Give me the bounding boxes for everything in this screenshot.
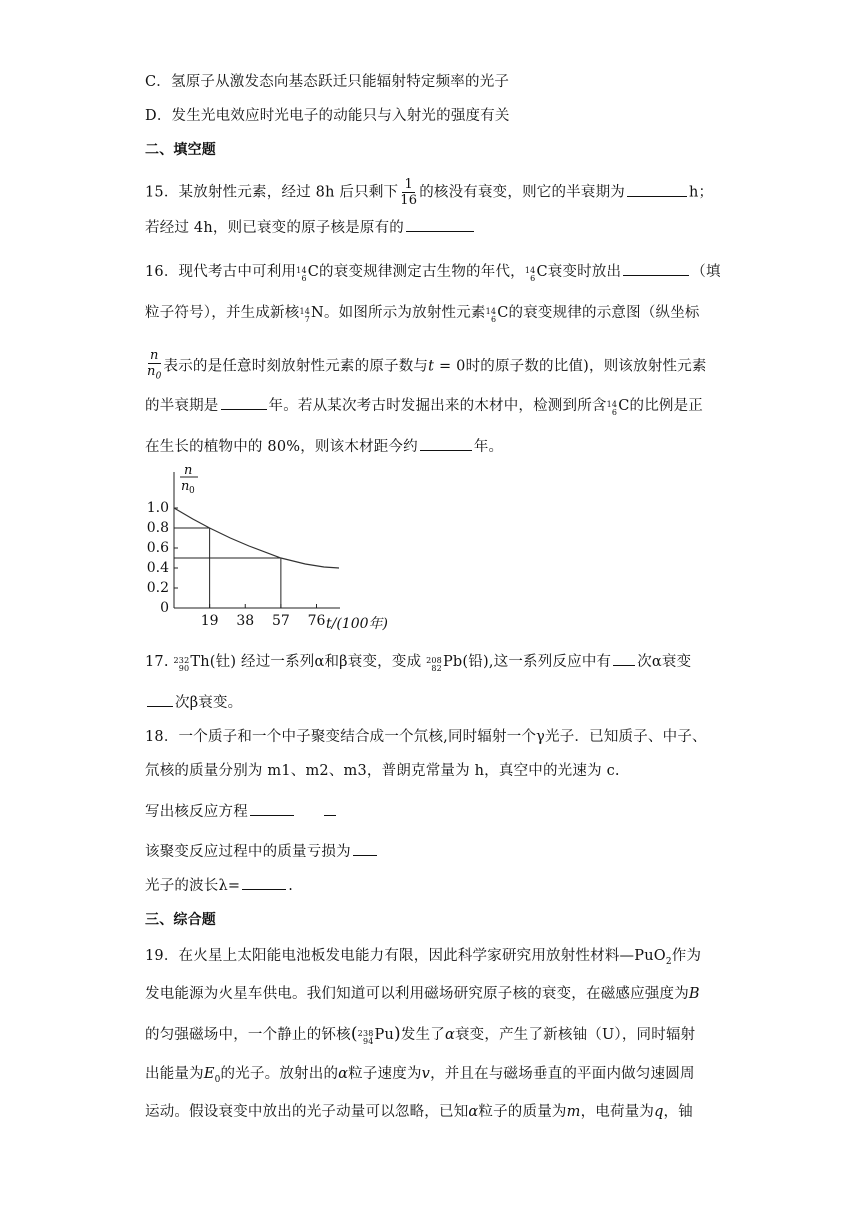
y-tick-label: 1.0 (146, 500, 169, 516)
question-16-line-4: 的半衰期是 年。若从某次考古时发掘出来的木材中，检测到所含 14 6 C的比例是正 (145, 394, 703, 417)
question-16-line-1: 16．现代考古中可利用 14 6 C的衰变规律测定古生物的年代， 14 6 C衰变时放出 （填 (145, 260, 721, 283)
n14-isotope: 14 7 (299, 307, 311, 324)
blank-half-life[interactable] (627, 181, 687, 197)
puo2-formula: PuO$_2$ (634, 948, 672, 967)
pu238-isotope: 238 94 (357, 1029, 374, 1046)
option-c: C．氢原子从激发态向基态跃迁只能辐射特定频率的光子 (145, 74, 510, 90)
question-19-line-3: 的匀强磁场中，一个静止的钚核( 238 94 Pu)发生了α衰变，产生了新核铀（U），同时辐射 (145, 1024, 696, 1046)
c14-isotope-2: 14 6 (524, 266, 536, 283)
question-15-line-2 (145, 216, 476, 238)
question-18-line-5: 光子的波长λ= . (145, 874, 293, 896)
y-tick-label: 0.2 (146, 580, 169, 596)
blank-wavelength[interactable] (242, 874, 286, 890)
blank-half-life-years[interactable] (221, 394, 267, 410)
ratio-n-n0: $\frac{n}{n_0}$ (147, 348, 162, 382)
question-19-line-2: 发电能源为火星车供电。我们知道可以利用磁场研究原子核的衰变，在磁感应强度为B (145, 986, 700, 1002)
section-comprehensive: 三、综合题 (145, 912, 216, 928)
y-tick-label: 0 (160, 600, 169, 616)
decay-curve (174, 508, 339, 568)
symbol-b: B (688, 986, 700, 1002)
question-17-line-2: 次β衰变。 (145, 691, 242, 713)
question-19-line-1: 19．在火星上太阳能电池板发电能力有限，因此科学家研究用放射性材料—PuO$_2$作为 (145, 948, 702, 967)
blank-particle[interactable] (623, 260, 689, 276)
blank-decayed-fraction[interactable] (406, 216, 474, 232)
y-label-denominator: n (181, 479, 190, 494)
pb208-isotope: 208 82 (426, 656, 442, 673)
c14-isotope-3: 14 6 (485, 307, 497, 324)
c14-isotope: 14 6 (296, 266, 307, 283)
decay-chart (140, 462, 400, 632)
blank-age[interactable] (420, 435, 472, 451)
question-16-line-2: 粒子符号），并生成新核 14 7 N。如图所示为放射性元素 14 6 C的衰变规律的示意图（纵坐标 (145, 305, 700, 324)
question-18-line-3: 写出核反应方程 (145, 800, 338, 822)
question-16-line-5: 在生长的植物中的 80%，则该木材距今约 年。 (145, 435, 503, 457)
y-label-numerator: n (184, 463, 193, 478)
question-16-line-3: $\frac{n}{n_0}$ 表示的是任意时刻放射性元素的原子数与t = 0时的原子数的比值)，则该放射性元素 (145, 348, 707, 385)
section-fill-in: 二、填空题 (145, 142, 216, 158)
q15-unit: h； (689, 184, 714, 201)
q15-text-a: 15．某放射性元素，经过 8h 后只剩下 (145, 184, 399, 201)
question-18-line-4: 该聚变反应过程中的质量亏损为 (145, 840, 379, 862)
blank-mass-defect[interactable] (353, 840, 377, 856)
x-tick-label: 19 (200, 613, 219, 629)
question-15-line-1 (145, 177, 713, 208)
question-18-line-2: 氘核的质量分别为 m1、m2、m3，普朗克常量为 h，真空中的光速为 c. (145, 763, 620, 779)
blank-alpha-count[interactable] (613, 650, 635, 666)
x-tick-label: 57 (271, 613, 290, 629)
x-tick-label: 38 (236, 613, 255, 629)
x-tick-label: 76 (307, 613, 326, 629)
c14-isotope-4: 14 6 (606, 400, 618, 417)
option-d: D．发生光电效应时光电子的动能只与入射光的强度有关 (145, 108, 510, 124)
x-axis-label: t/(100年) (326, 616, 388, 632)
y-tick-label: 0.6 (146, 540, 169, 556)
fraction-1-16: $\frac{1}{16}$ (400, 177, 418, 208)
question-19-line-5: 运动。假设衰变中放出的光子动量可以忽略，已知α粒子的质量为m，电荷量为q，铀 (145, 1104, 693, 1120)
q15-text-d: 若经过 4h，则已衰变的原子核是原有的 (145, 220, 404, 236)
th232-isotope: 232 90 (173, 656, 190, 673)
question-18-line-1: 18．一个质子和一个中子聚变结合成一个氘核,同时辐射一个γ光子．已知质子、中子、 (145, 729, 707, 745)
blank-reaction-equation[interactable] (250, 800, 294, 816)
y-label-subscript: 0 (189, 486, 195, 496)
y-tick-label: 0.8 (146, 520, 169, 536)
question-19-line-4: 出能量为$E_0$的光子。放射出的α粒子速度为v，并且在与磁场垂直的平面内做匀速圆周 (145, 1066, 695, 1085)
q15-text-b: 的核没有衰变，则它的半衰期为 (419, 184, 625, 201)
question-17-line-1: 17. 232 90 Th(钍) 经过一系列α和β衰变，变成 208 82 Pb(铅),这一系列反应中有 次α衰变 (145, 650, 691, 673)
y-tick-label: 0.4 (146, 560, 169, 576)
blank-beta-count[interactable] (147, 691, 173, 707)
blank-reaction-equation-2[interactable] (324, 800, 336, 816)
